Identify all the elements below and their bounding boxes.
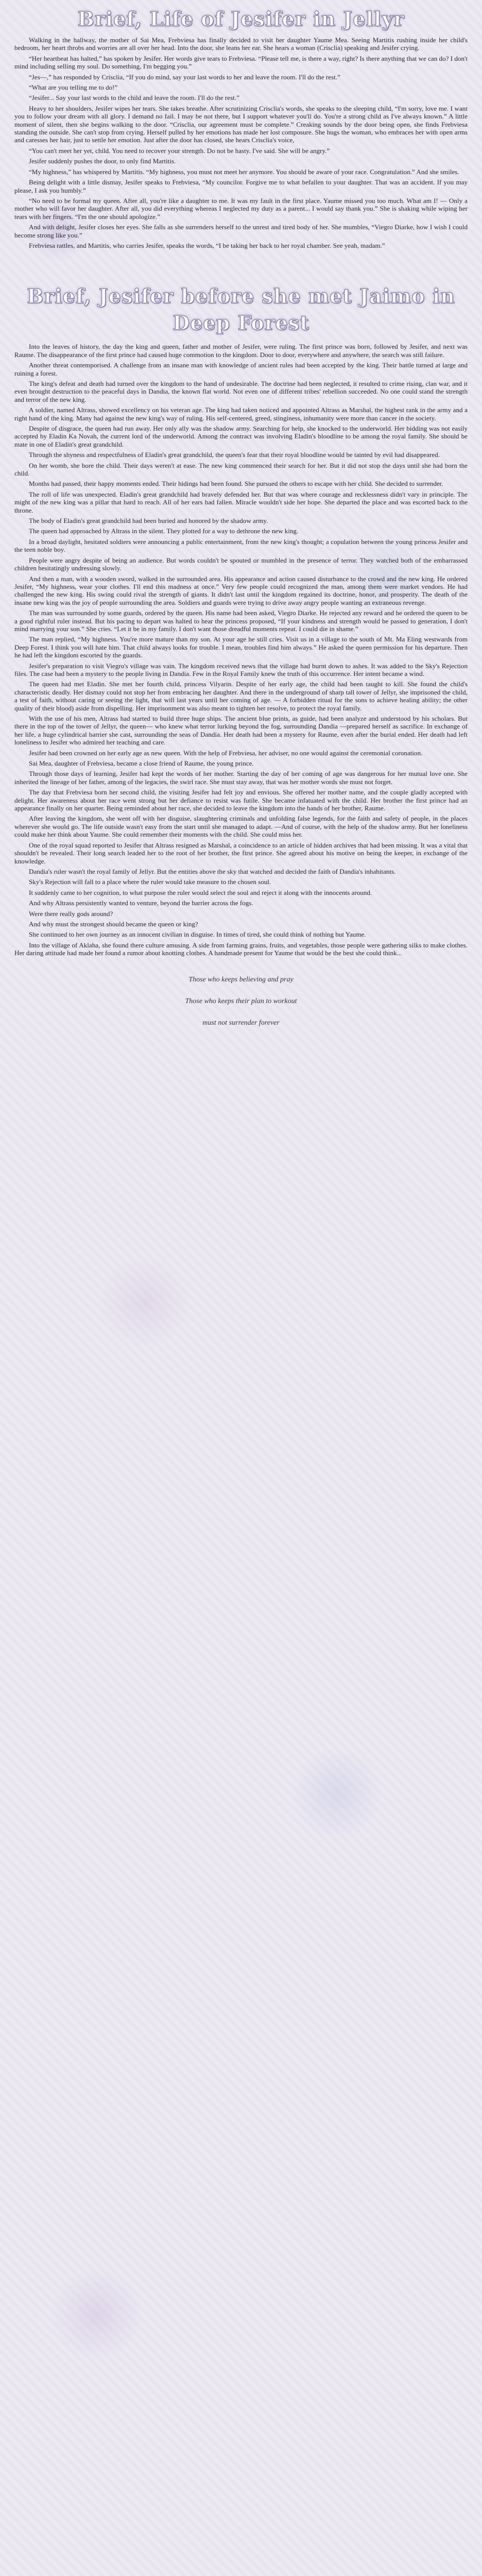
paragraph: The roll of life was unexpected. Eladin's great grandchild had bravely defended her. But that was where courage and recklessness didn't vary in principle. The might of the new king was a pillar that hard to reach. All of her ears had fallen. Miracle wouldn't side her hope. She departed the place and was escorted back to the throne.	[14, 490, 468, 514]
paragraph: Through those days of learning, Jesifer had kept the words of her mother. Starting the day of her coming of age was dangerous for her mutual love one. She inherited the lineage of her father, among of the legacies, the swirl race. She must stay away, that was her mother words she must not forget.	[14, 770, 468, 786]
chapter-1-body	[14, 36, 468, 249]
section-divider	[14, 252, 468, 275]
paragraph: Being delight with a little dismay, Jesifer speaks to Frebviesa, “My councilor. Forgive me to what befallen to your daughter. That was an accident. If you may please, I ask you humbly.”	[14, 178, 468, 194]
paragraph: “You can't meet her yet, child. You need to recover your strength. Do not be hasty. I've said. She will be angry.”	[29, 146, 330, 155]
chapter-2-title: Brief, Jesifer before she met Jaimo in Deep Forest	[27, 284, 455, 335]
paragraph: The queen had approached by Altrass in the silent. They plotted for a way to dethrone the new king.	[29, 527, 299, 535]
chapter-1-title: Brief, Life of Jesifer in Jellyr	[77, 7, 405, 30]
paragraph: Sai Mea, daughter of Frebviesa, became a close friend of Raume, the young prince.	[29, 759, 254, 768]
paragraph: The king's defeat and death had turned over the kingdom to the hand of undesirable. The doctrine had been neglected, it resulted to crime rising, clan war, and it even brought destruction to the peaceful days in Dandia, the known flat world. Not even one of different tribes' rebellion succeeded. No one could stand the strength and terror of the new king.	[14, 379, 468, 403]
paragraph: On her womb, she bore the child. Their days weren't at ease. The new king commenced their search for her. But it did not stop the days until she had born the child.	[14, 461, 468, 478]
verse-line: Those who keeps their plan to workout	[185, 997, 297, 1005]
paragraph: In a broad daylight, hesitated soldiers were announcing a public entertainment, from the new king's thought; a copulation between the young princess Jesifer and the teen noble boy.	[14, 537, 468, 554]
paragraph: Were there really gods around?	[29, 909, 113, 918]
paragraph: “What are you telling me to do!”	[29, 83, 118, 92]
paragraph: The day that Frebviesa born her second child, the visiting Jesifer had felt joy and envious. She offered her mother name, and the couple gladly accepted with delight. Her awareness about her race went strong but her defiance to resist was futile. She became infatuated with the child. Her brother the first prince had an appearance finally on her quarter. Being reminded about her race, she decided to leave the kingdom into the hands of her brother, Raume.	[14, 788, 468, 812]
paragraph: It suddenly came to her cognition, to what purpose the ruler would select the soul and reject it along with the innocents around.	[29, 888, 372, 896]
verse-line: must not surrender forever	[202, 1019, 280, 1027]
paragraph: One of the royal squad reported to Jesifer that Altrass resigned as Marshal, a coincidence to an article of hidden archives that had been missing. It was a vital that shouldn't be revealed. Their long search leaded her to the root of her brother, the first prince. She agreed about his motive on being the keeper, in exchange of the knowledge.	[14, 841, 468, 865]
paragraph: The man was surrounded by some guards, ordered by the queen. His name had been asked, Viegro Diarke. He rejected any reward and he ordered the queen to be a good rightful ruler instead. But his pacing to depart was halted to hear the princess proposed, “If your kindness and strength would be passed to generation, I don't mind marrying your son.” She cries. “Let it be in my family. I don't want those dreadful moments repeat. I could die in shame.”	[14, 609, 468, 633]
paragraph: Heavy to her shoulders, Jesifer wipes her tears. She takes breathe. After scrutinizing Crisclia's words, she speaks to the sleeping child, “I'm sorry, love me. I want you to follow your dream with all glory. I demand no fail. I may be not there, but I support whatever you'll do. You're a strong child as I've always known.” A little moment of silent, then she begins walking to the door. “Crisclia, our agreement must be complete.” Creaking sounds by the door being open, she finds Frebviesa standing the outside. She can't stop from crying. Herself pulled by her emotions has made her lost composure. She hugs the woman, who embraces her with open arms and caresses her hair, just to settle her emotion. Just after the door has closed, she hears Crisclia's voice,	[14, 104, 468, 144]
paragraph: Into the leaves of history, the day the king and queen, father and mother of Jesifer, were ruling. The first prince was born, followed by Jesifer, and next was Raume. The disappearance of the first prince had caused huge commotion to the kingdom. Door to door, everywhere and anywhere, the search was still failure.	[14, 343, 468, 359]
paragraph: The queen had met Eladin. She met her fourth child, princess Vilyarin. Despite of her early age, the child had been taught to kill. She found the child's characteristic deadly. Her dismay could not stop her from embracing her daughter. And there in the underground of sharp tall tower of Jellyr, she imprisoned the child, a test of faith, without caring or seeing the light, that will last years until her coming of age. — A forbidden ritual for the sons to achieve healing ability; the other quality of their blood) aside from dispelling. Her imprisonment was also meant to tighten her resolve, to protect the royal family.	[14, 680, 468, 712]
paragraph: Into the village of Aklaha, she found there culture amusing. A side from farming grains, fruits, and vegetables, those people were gathering silks to make clothes. Her daring attitude had made her found a rumor about knotting clothes. A handmade present for Yaume that would be the best she could think...	[14, 941, 468, 957]
paragraph: Jesifer suddenly pushes the door, to only find Martitis.	[29, 157, 176, 165]
paragraph: Despite of disgrace, the queen had run away. Her only ally was the shadow army. Searching for help, she knocked to the underworld. Her bidding was not easily accepted by Eladin Ka Novah, the current lord of the underworld. Among the contract was involving Eladin's bloodline to be among the royal family. She should be mate in one of Eladin's great grandchild.	[14, 425, 468, 448]
paragraph: Through the shyness and respectfulness of Eladin's great grandchild, the queen's fear that their royal bloodline would be tainted by evil had disappeared.	[29, 451, 440, 459]
paragraph: And then a man, with a wooden sword, walked in the surrounded area. His appearance and action caused disturbance to the crowd and the new king. He ordered Jesifer, “My highness, wear your clothes. I'll end this madness at once.” Very few people could recognized the man, among them were market vendors. He had challenged the new king. His swing could rival the strength of giants. It didn't last until the kingdom regained its doctrine, honor, and prosperity. The death of the insane new king was the joy of people surrounding the area. Soldiers and guards were trying to drive away angry people wanting an extraneous revenge.	[14, 574, 468, 606]
paragraph: And why Altrass persistently wanted to venture, beyond the barrier across the fogs.	[29, 899, 253, 907]
paragraph: “Jesifer... Say your last words to the child and leave the room. I'll do the rest.”	[29, 94, 239, 102]
chapter-2-body	[14, 343, 468, 957]
paragraph: Months had passed, their happy moments ended. Their hidings had been found. She pursued the others to escape with her child. She decided to surrender.	[29, 480, 443, 488]
paragraph: “My highness,” has whispered by Martitis. “My highness, you must not meet her anymore. You should be aware of your race. Congratulation.” And she smiles.	[29, 167, 459, 176]
paragraph: Another threat contemporised. A challenge from an insane man with knowledge of ancient rules had been accepted by the king. Their battle turned at large and ruining a forest.	[14, 361, 468, 377]
paragraph: A soldier, named Altrass, showed excellency on his veteran age. The king had taken noticed and appointed Altrass as Marshal, the highest rank in the army and a right hand of the king. Many had against the new king's way of ruling. His self-centered, greed, stinginess, inhumanity were more than cancer in the society.	[14, 406, 468, 422]
verse-line: Those who keeps believing and pray	[188, 975, 294, 984]
paragraph: And with delight, Jesifer closes her eyes. She falls as she surrenders herself to the unrest and tired body of her. She mumbles, “Viegro Diarke, how I wish I could become strong like you.”	[14, 223, 468, 239]
paragraph: Walking in the hallway, the mother of Sai Mea, Frebviesa has finally decided to visit her daughter Yaume Mea. Seeing Martitis rushing inside her child's bedroom, her heart throbs and worries are all over her head. Into the door, she leans her ear. She hears a woman (Crisclia) speaking and Jesifer crying.	[14, 36, 468, 52]
paragraph: “Her heartbeat has halted,” has spoken by Jesifer. Her words give tears to Frebviesa. “Please tell me, is there a way, right? Is there anything that we can do? I don't mind including selling my soul. Do something, I'm begging you.”	[14, 54, 468, 71]
paragraph: After leaving the kingdom, she went off with her disguise, slaughtering criminals and unfolding false legends, for the faith and safety of people, in the places wherever she would go. The life outside wasn't easy from the start until she managed to adapt. —And of course, with the help of the shadow army. But her loneliness could make her think about Yaume. She could remember their moments with the child. She could miss her.	[14, 815, 468, 839]
paragraph: Sky's Rejection will fall to a place where the ruler would take measure to the chosen soul.	[29, 878, 271, 886]
paragraph: “Jes—,” has responded by Crisclia, “If you do mind, say your last words to her and leave the room. I'll do the rest.”	[29, 73, 340, 81]
paragraph: People were angry despite of being an audience. But words couldn't be spouted or mumbled in the presence of terror. They watched both of the embarrassed children hesitatingly undressing slowly.	[14, 556, 468, 572]
paragraph: The body of Eladin's great grandchild had been buried and honored by the shadow army.	[29, 517, 268, 525]
paragraph: With the use of his men, Altrass had started to build three huge ships. The ancient blue prints, as guide, had been analyze and understood by his scholars. But there in the top of the tower of Jellyr, the queen— who knew what terror lurking beyond the fog, surrounding Dandia —prepared herself as sacrifice. In exchange of her life, a huge cylindrical barrier she cast, surrounding the seas of Dandia. Her death had been a mystery for Raume, even after the burial ended. Her death had left loneliness to Jesifer who admired her teaching and care.	[14, 715, 468, 747]
paragraph: The man replied, “My highness. You're more mature than my son. At your age he still cries. Visit us in a village to the south of Mt. Ma Eling westwards from Deep Forest. I think you will hate him. That child always looks for trouble. I mean, troubles find him always.” He asked the queen permission for his departure. Then he had left the kingdom escorted by the guards.	[14, 635, 468, 659]
paragraph: And why must the strongest should became the queen or king?	[29, 920, 198, 928]
paragraph: Dandia's ruler wasn't the royal family of Jellyr. But the entities above the sky that watched and decided the faith of Dandia's inhabitants.	[29, 867, 396, 875]
paragraph: She continued to her own journey as an innocent civilian in disguise. In times of tired, she could think of nothing but Yaume.	[29, 930, 366, 939]
paragraph: Frebviesa rattles, and Martitis, who carries Jesifer, speaks the words, “I be taking her back to her royal chamber. See yeah, madam.”	[29, 241, 385, 249]
closing-verse	[14, 976, 468, 1027]
paragraph: Jesifer's preparation to visit Viegro's village was vain. The kingdom received news that the village had burnt down to ashes. It was added to the Sky's Rejection files. The case had been a mystery to the people living in Dandia. Few in the Royal Family knew the truth of this occurrence. Her intent became a wind.	[14, 662, 468, 677]
paragraph: “No need to be formal my queen. After all, you're like a daughter to me. It was my fault in the first place. Yaume missed you too much. What am I! — Only a mother who will favor her daughter. After all, you did everything whereas I neglected my duty as a parent... I would say thank you.” She is shaking while wiping her tears with her fingers. “I'm the one should apologize.”	[14, 196, 468, 221]
paragraph: Jesifer had been crowned on her early age as new queen. With the help of Frebviesa, her adviser, no one would against the ceremonial coronation.	[29, 749, 423, 757]
